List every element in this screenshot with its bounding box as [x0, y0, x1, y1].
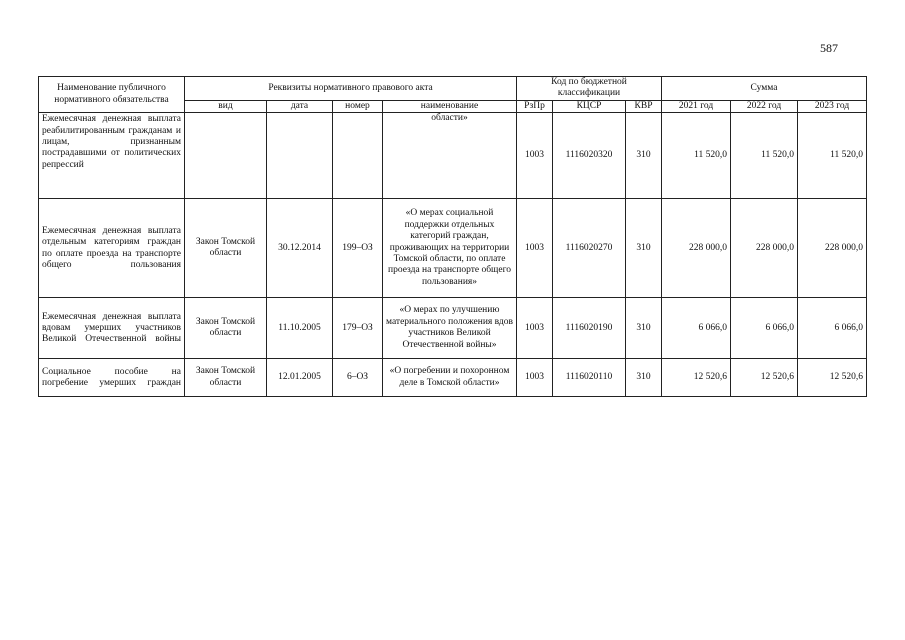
kcsr-cell: 1116020110 — [553, 359, 626, 397]
header-type: вид — [185, 100, 267, 112]
kvr-cell: 310 — [626, 113, 662, 199]
act-type-cell: Закон Томской области — [185, 199, 267, 298]
act-name-cell: «О погребении и похоронном деле в Томской области» — [383, 359, 517, 397]
table-row — [39, 359, 867, 397]
act-type-cell: Закон Томской области — [185, 298, 267, 359]
sum-2022-cell: 228 000,0 — [731, 199, 798, 298]
header-date: дата — [267, 100, 333, 112]
act-number-cell — [333, 113, 383, 199]
obligation-cell: Ежемесячная денежная выплата вдовам умерших участников Великой Отечественной войны — [39, 298, 185, 359]
kvr-cell: 310 — [626, 298, 662, 359]
header-obligation: Наименование публичного нормативного обязательства — [39, 77, 185, 113]
sum-2023-cell: 6 066,0 — [798, 298, 867, 359]
sum-2023-cell: 228 000,0 — [798, 199, 867, 298]
header-2022: 2022 год — [731, 100, 798, 112]
rzpr-cell: 1003 — [517, 359, 553, 397]
sum-2022-cell: 6 066,0 — [731, 298, 798, 359]
rzpr-cell: 1003 — [517, 298, 553, 359]
header-2021: 2021 год — [662, 100, 731, 112]
header-act-details: Реквизиты нормативного правового акта — [185, 77, 517, 101]
header-2023: 2023 год — [798, 100, 867, 112]
rzpr-cell: 1003 — [517, 113, 553, 199]
rzpr-cell: 1003 — [517, 199, 553, 298]
sum-2021-cell: 11 520,0 — [662, 113, 731, 199]
act-number-cell: 179–ОЗ — [333, 298, 383, 359]
sum-2021-cell: 12 520,6 — [662, 359, 731, 397]
header-number: номер — [333, 100, 383, 112]
kcsr-cell: 1116020320 — [553, 113, 626, 199]
obligation-cell: Социальное пособие на погребение умерших граждан — [39, 359, 185, 397]
header-name: наименование — [383, 100, 517, 112]
obligation-cell: Ежемесячная денежная выплата реабилитированным гражданам и лицам, признанным пострадавшими от политических репрессий — [39, 113, 185, 199]
page-number: 587 — [820, 41, 838, 55]
obligation-cell: Ежемесячная денежная выплата отдельным категориям граждан по оплате проезда на транспорте общего пользования — [39, 199, 185, 298]
budget-table — [38, 76, 867, 397]
table-row — [39, 113, 867, 199]
act-name-cell: области» — [383, 113, 517, 199]
kvr-cell: 310 — [626, 359, 662, 397]
table-row — [39, 298, 867, 359]
act-number-cell: 199–ОЗ — [333, 199, 383, 298]
sum-2021-cell: 228 000,0 — [662, 199, 731, 298]
header-budget-code: Код по бюджетной классификации — [517, 77, 662, 101]
act-date-cell — [267, 113, 333, 199]
header-kvr: КВР — [626, 100, 662, 112]
kcsr-cell: 1116020270 — [553, 199, 626, 298]
kvr-cell: 310 — [626, 199, 662, 298]
act-date-cell: 30.12.2014 — [267, 199, 333, 298]
act-type-cell: Закон Томской области — [185, 359, 267, 397]
sum-2021-cell: 6 066,0 — [662, 298, 731, 359]
act-date-cell: 12.01.2005 — [267, 359, 333, 397]
act-name-cell: «О мерах социальной поддержки отдельных категорий граждан, проживающих на территории Томской области, по оплате проезда на транспорте общего пользования» — [383, 199, 517, 298]
act-name-cell: «О мерах по улучшению материального положения вдов участников Великой Отечественной войны» — [383, 298, 517, 359]
kcsr-cell: 1116020190 — [553, 298, 626, 359]
act-number-cell: 6–ОЗ — [333, 359, 383, 397]
sum-2023-cell: 12 520,6 — [798, 359, 867, 397]
sum-2022-cell: 12 520,6 — [731, 359, 798, 397]
header-rzpr: РзПр — [517, 100, 553, 112]
act-date-cell: 11.10.2005 — [267, 298, 333, 359]
sum-2023-cell: 11 520,0 — [798, 113, 867, 199]
act-type-cell — [185, 113, 267, 199]
table-row — [39, 199, 867, 298]
header-kcsr: КЦСР — [553, 100, 626, 112]
header-sum: Сумма — [662, 77, 867, 101]
sum-2022-cell: 11 520,0 — [731, 113, 798, 199]
